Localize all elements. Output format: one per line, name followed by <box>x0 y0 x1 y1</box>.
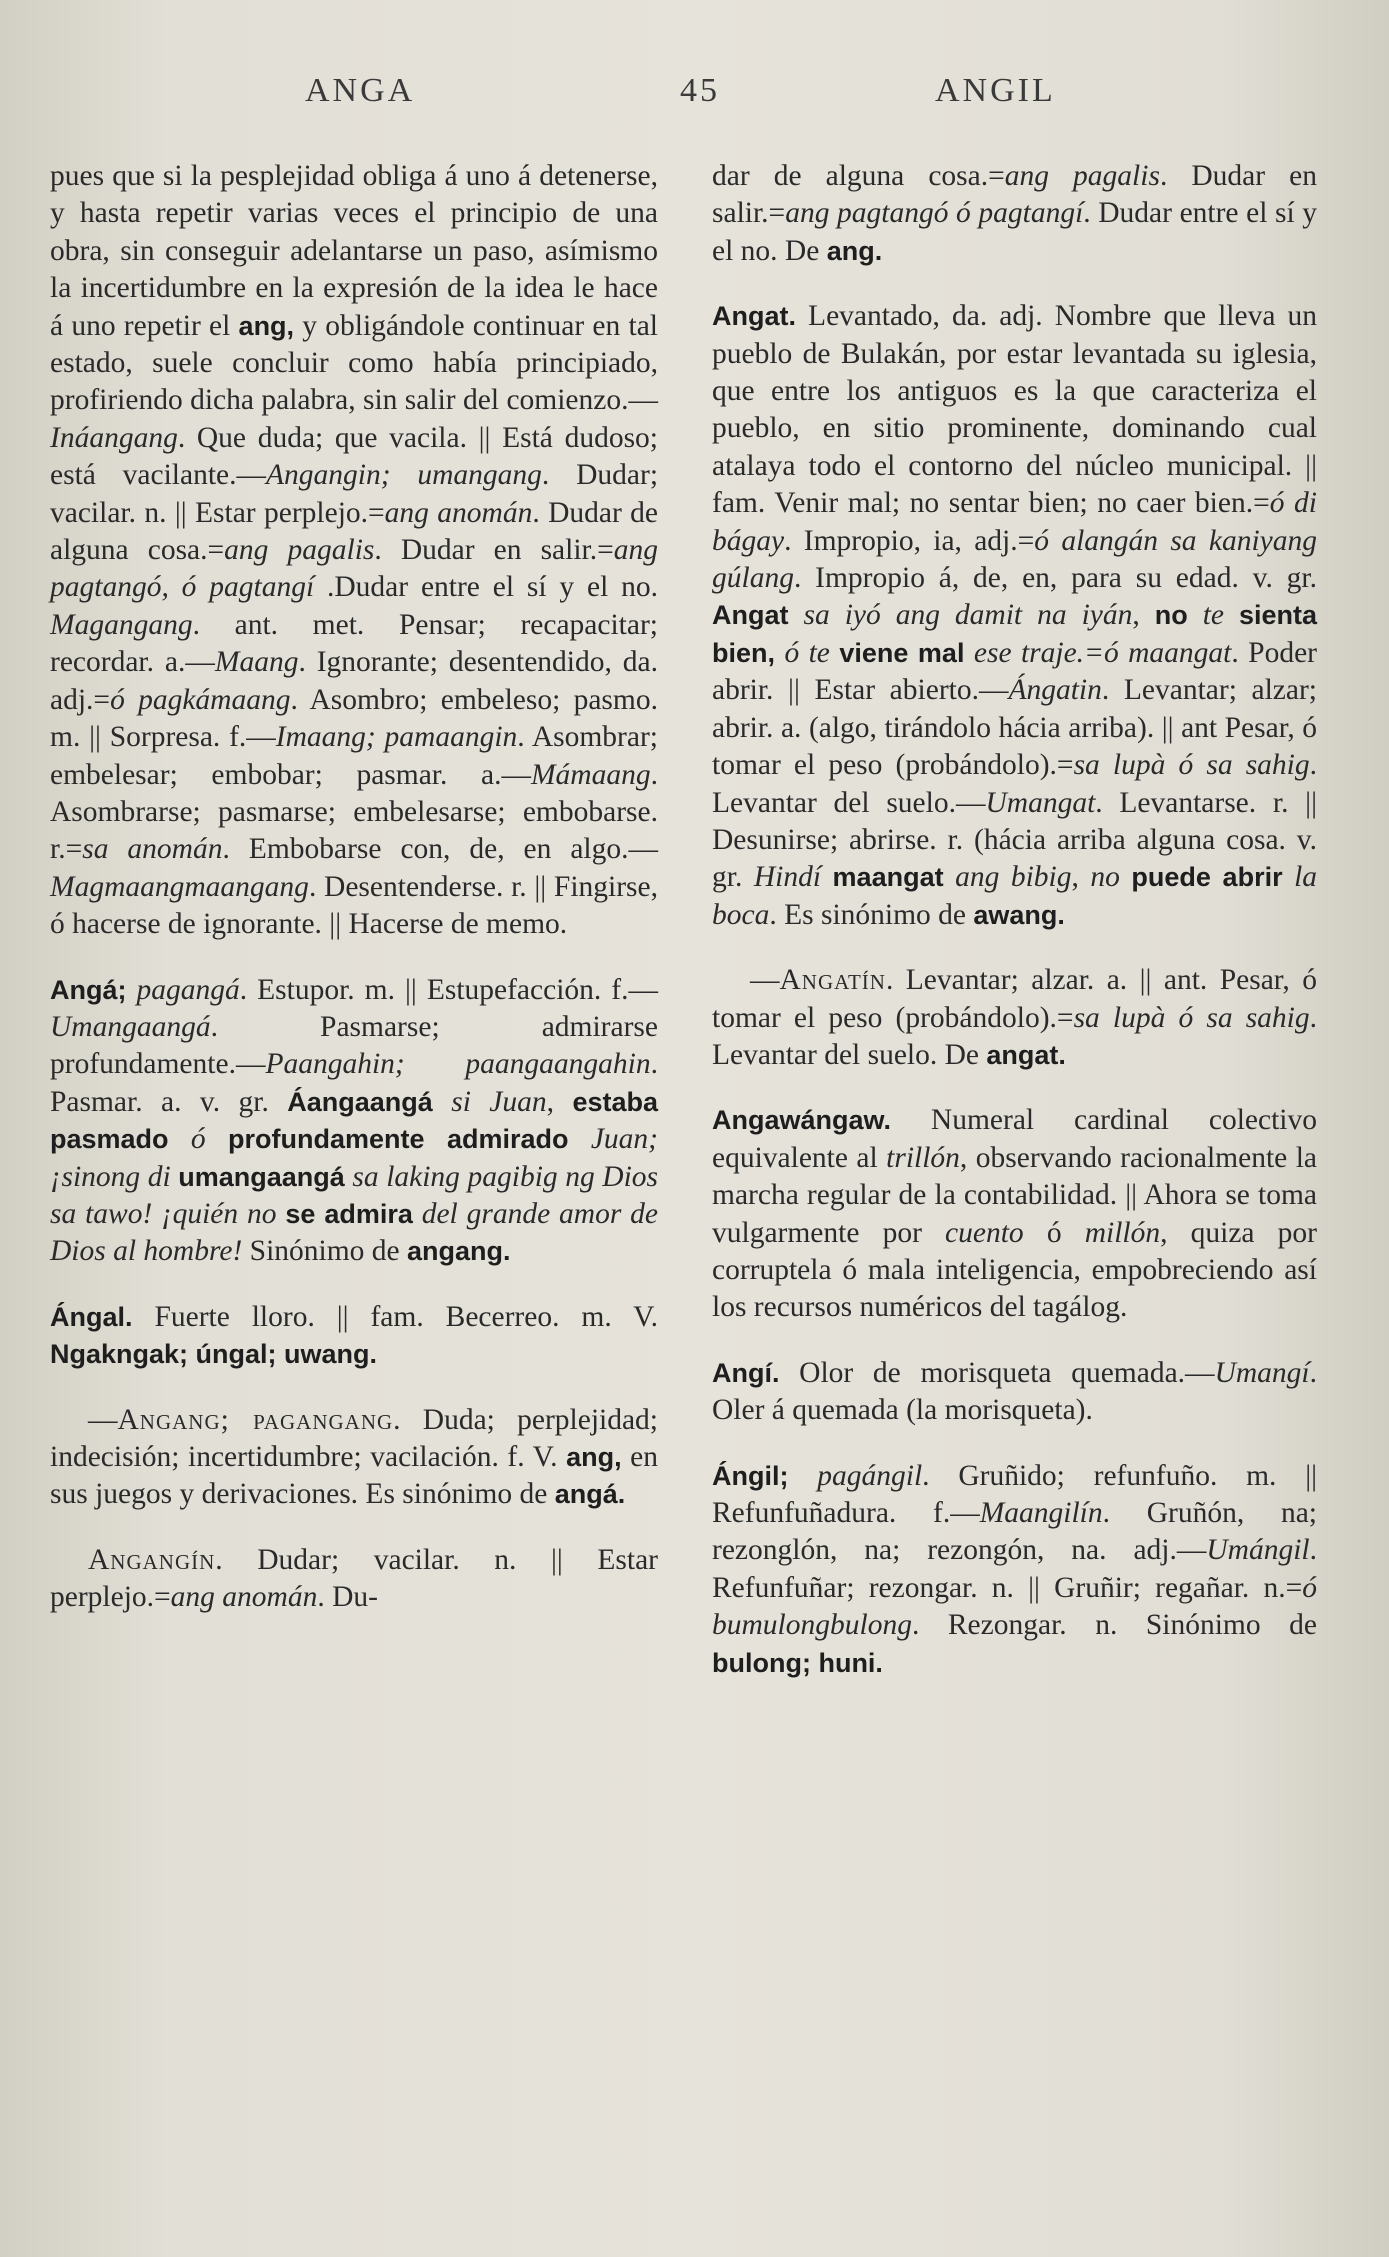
headword: Áangaangá <box>287 1086 433 1117</box>
entry-text: , <box>1132 599 1155 632</box>
entry-text <box>789 599 804 631</box>
italic-text: ó <box>190 1123 206 1156</box>
dictionary-entry <box>50 1299 658 1374</box>
entry-text: . Du- <box>317 1581 378 1614</box>
entry-text: . Embobarse con, de, en algo.— <box>222 833 658 866</box>
running-head-right: ANGIL <box>935 72 1056 109</box>
entry-text: . Ignorante; desentendido, da. adj.= <box>50 646 658 716</box>
entry-text <box>433 1086 451 1118</box>
entry-text <box>169 1123 191 1155</box>
entry-text: pues que si la pesplejidad obliga á uno á detenerse, y hasta repetir varias veces el principio de una obra, sin conseguir adelantarse un paso, asímismo la incertidumbre en la expresión de la idea le hace á uno repetir el <box>50 160 658 342</box>
italic-text: Ináangang <box>50 421 178 454</box>
entry-text: Numeral cardinal colectivo equivalente al <box>712 1104 1317 1174</box>
entry-text <box>944 861 956 893</box>
entry-text: . Dudar entre el sí y el no. De <box>712 197 1317 267</box>
entry-text <box>413 1198 422 1230</box>
entry-text: ó <box>1023 1216 1085 1249</box>
headword: ang, <box>238 310 295 341</box>
entry-text <box>788 1460 817 1492</box>
entry-text: . Poder abrir. || Estar abierto.— <box>712 636 1318 707</box>
italic-text: no <box>1090 861 1120 894</box>
italic-text: pagángil <box>817 1459 923 1492</box>
italic-text: Hindí <box>753 861 822 894</box>
headword: maangat <box>832 862 944 893</box>
headword: ang, <box>566 1442 622 1472</box>
headword: puede abrir <box>1131 862 1283 893</box>
entry-text: . Estupor. m. || Estupefacción. f.— <box>239 973 658 1006</box>
entry-text: .Dudar entre el sí y el no. <box>314 571 658 604</box>
entry-text: . Dudar; vacilar. n. || Estar perplejo.= <box>50 1543 658 1614</box>
entry-text: . Impropio, ia, adj.= <box>784 524 1035 557</box>
subentry-word: Angatín <box>779 964 886 997</box>
entry-text: . Dudar en salir.= <box>374 534 614 567</box>
italic-text: Paangahin; paangaangahin <box>265 1048 651 1081</box>
entry-text: Sinónimo de <box>242 1235 408 1268</box>
entry-text <box>821 861 833 893</box>
italic-text: millón <box>1084 1216 1161 1249</box>
italic-text: Maangilín <box>979 1497 1103 1529</box>
italic-text: sa lupà ó sa sahig <box>1073 749 1310 782</box>
headword: bulong; huni. <box>712 1647 883 1678</box>
italic-text: cuento <box>945 1216 1024 1249</box>
entry-text: . Dudar; vacilar. n. || Estar perplejo.= <box>50 459 659 529</box>
entry-text: . Asombrar; embelesar; embobar; pasmar. a.— <box>50 721 658 791</box>
entry-text: , <box>1071 861 1091 894</box>
italic-text: ang anomán <box>170 1581 318 1614</box>
entry-text: . Impropio á, de, en, para su edad. v. gr. <box>793 562 1317 595</box>
entry-text: . Levantar; alzar. a. || ant. Pesar, ó tomar el peso (probándolo).= <box>712 964 1317 1034</box>
entry-text: . Asombro; embeleso; pasmo. m. || Sorpresa. f.— <box>50 683 658 754</box>
entry-text: . Oler á quemada (la morisqueta). <box>712 1356 1317 1427</box>
entry-text: . Duda; perplejidad; indecisión; incertidumbre; vacilación. f. V. <box>50 1403 659 1473</box>
entry-text <box>127 974 137 1006</box>
italic-text: Umangat <box>985 786 1096 819</box>
headword: ang. <box>826 235 883 266</box>
italic-text: pagangá <box>136 973 240 1006</box>
headword: Ángil; <box>712 1460 789 1491</box>
headword: Angat. <box>712 301 796 332</box>
italic-text: Juan; ¡sinong di <box>50 1123 658 1193</box>
entry-text: . Pasmarse; admirarse profundamente.— <box>50 1010 658 1081</box>
entry-text <box>1120 861 1132 893</box>
entry-text: Levantado, da. adj. Nombre que lleva un pueblo de Bulakán, por estar levantada su iglesia, que entre los antiguos es la que caracteriza el pueblo, en sitio prominente, dominando cual atalaya todo el contorno del núcleo municipal. || fam. Venir mal; no sentar bien; no caer bien.= <box>712 300 1317 520</box>
entry-text <box>1224 599 1239 631</box>
italic-text: sa laking pagibig ng Dios sa tawo! ¡quién no <box>50 1160 659 1230</box>
headword: profundamente admirado <box>227 1124 569 1155</box>
dictionary-entry <box>50 1542 658 1617</box>
entry-text: . Desentenderse. r. || Fingirse, ó hacerse de ignorante. || Hacerse de memo. <box>50 870 658 941</box>
entry-text: . Levantarse. r. || Desunirse; abrirse. r. (hácia arriba alguna cosa. v. gr. <box>712 786 1317 894</box>
italic-text: ó bumulongbulong <box>712 1571 1317 1642</box>
entry-text <box>964 637 973 669</box>
entry-text: . Levantar del suelo.— <box>712 749 1317 819</box>
entry-text: . Dudar en salir.= <box>712 160 1317 230</box>
entry-text: y obligándole continuar en tal estado, suele concluir como había principiado, profiriendo dicha palabra, sin salir del comienzo.— <box>50 309 658 417</box>
dictionary-entry <box>50 972 658 1271</box>
entry-text: . Gruñido; refunfuño. m. || Refunfuñadura. f.— <box>712 1459 1318 1529</box>
headword: Angawángaw. <box>712 1105 892 1136</box>
headword: umangaangá <box>178 1161 345 1192</box>
entry-text: — <box>750 964 780 997</box>
italic-text: ang bibig <box>955 861 1072 894</box>
headword: angang. <box>407 1236 511 1267</box>
entry-text: , quiza por corruptela ó mala inteligencia, empobreciendo así los recursos numéricos del tagálog. <box>712 1216 1317 1324</box>
entry-text: , observando racionalmente la marcha regular de la contabilidad. || Ahora se toma vulgarmente por <box>712 1141 1317 1249</box>
entry-text <box>830 637 839 669</box>
entry-text <box>1188 599 1203 631</box>
italic-text: sa lupà ó sa sahig <box>1073 1001 1310 1034</box>
entry-text: Fuerte lloro. || fam. Becerreo. m. V. <box>132 1300 658 1333</box>
headword: angá. <box>554 1479 626 1510</box>
italic-text: te <box>1202 599 1225 632</box>
italic-text: ó alangán sa kaniyang gúlang <box>712 524 1317 595</box>
entry-text: Olor de morisqueta quemada.— <box>779 1356 1215 1389</box>
entry-text: en sus juegos y derivaciones. Es sinónimo de <box>50 1441 659 1511</box>
italic-text: trillón <box>886 1141 960 1174</box>
headword: Ángal. <box>50 1301 133 1332</box>
italic-text: Mámaang <box>530 758 651 791</box>
italic-text: si Juan <box>451 1085 547 1118</box>
italic-text: Magmaangmaangang <box>50 870 309 903</box>
entry-text: . Gruñón, na; rezonglón, na; rezongón, na. adj.— <box>712 1497 1317 1567</box>
entry-text <box>276 1198 285 1230</box>
entry-text: . Rezongar. n. Sinónimo de <box>911 1609 1317 1642</box>
headword: estaba pasmado <box>50 1086 659 1155</box>
headword: se admira <box>285 1198 413 1229</box>
entry-text: . Pasmar. a. v. gr. <box>50 1048 658 1118</box>
italic-text: ang pagalis <box>224 534 375 567</box>
italic-text: Umángil <box>1206 1534 1310 1567</box>
italic-text: Magangang <box>50 608 193 641</box>
italic-text: ang anomán <box>384 496 533 529</box>
left-column <box>50 158 658 1645</box>
headword: angat. <box>986 1039 1066 1070</box>
entry-text: . Refunfuñar; rezongar. n. || Gruñir; regañar. n.= <box>712 1534 1317 1604</box>
headword: Angí. <box>712 1357 780 1388</box>
subentry-word: Angangín <box>88 1543 216 1576</box>
entry-text: dar de alguna cosa.= <box>712 160 1005 192</box>
headword: Angat <box>712 600 789 631</box>
italic-text: la boca <box>712 861 1318 931</box>
italic-text: del grande amor de Dios al hombre! <box>50 1197 658 1268</box>
italic-text: ó te <box>784 636 830 669</box>
entry-text: . Que duda; que vacila. || Está dudoso; está vacilante.— <box>50 421 658 492</box>
headword: awang. <box>973 899 1065 930</box>
headword: viene mal <box>839 637 965 668</box>
entry-text: . Dudar de alguna cosa.= <box>50 496 658 567</box>
headword: Angá; <box>50 974 127 1005</box>
dictionary-entry <box>50 1402 658 1514</box>
italic-text: ang pagtangó, ó pagtangí <box>50 534 659 604</box>
entry-text <box>1283 861 1295 893</box>
entry-text: — <box>88 1403 118 1436</box>
italic-text: ang pagalis <box>1004 160 1160 192</box>
entry-text: . Asombrarse; pasmarse; embelesarse; embobarse. r.= <box>50 758 658 866</box>
dictionary-entry <box>712 158 1317 270</box>
italic-text: Umangaangá <box>50 1010 211 1043</box>
subentry-word: Angang; pagangang <box>117 1403 394 1436</box>
italic-text: ó di bágay <box>712 487 1317 557</box>
italic-text: Maang <box>214 646 299 679</box>
entry-text <box>206 1123 228 1155</box>
entry-text: . Levantar; alzar; abrir. a. (algo, tirándolo hácia arriba). || ant Pesar, ó tomar el peso (probándolo).= <box>712 674 1317 782</box>
page-number: 45 <box>680 72 720 109</box>
italic-text: Ángatin <box>1008 674 1102 707</box>
running-head-left: ANGA <box>305 72 416 109</box>
italic-text: ese traje.=ó maangat <box>973 636 1232 669</box>
italic-text: Angangin; umangang <box>266 459 542 492</box>
headword: no <box>1154 600 1188 631</box>
entry-text <box>568 1123 590 1155</box>
dictionary-entry <box>712 1102 1317 1326</box>
dictionary-entry <box>50 158 658 944</box>
entry-text: . Es sinónimo de <box>769 898 974 931</box>
italic-text: Imaang; pamaangin <box>275 721 518 754</box>
italic-text: ó pagkámaang <box>110 683 291 716</box>
italic-text: Umangí <box>1214 1356 1310 1389</box>
entry-text: , <box>546 1085 573 1118</box>
italic-text: sa anomán <box>82 833 223 866</box>
dictionary-entry <box>712 1355 1317 1430</box>
entry-text: . ant. met. Pensar; recapacitar; recordar. a.— <box>50 608 658 679</box>
headword: sienta bien, <box>712 600 1318 668</box>
right-column <box>712 158 1317 1710</box>
headword: Ngakngak; úngal; uwang. <box>50 1339 378 1370</box>
dictionary-entry <box>712 962 1317 1074</box>
dictionary-entry <box>712 298 1317 934</box>
entry-text: . Levantar del suelo. De <box>712 1001 1317 1071</box>
italic-text: ang pagtangó ó pagtangí <box>785 197 1084 230</box>
dictionary-entry <box>712 1458 1317 1682</box>
italic-text: sa iyó ang damit na iyán <box>803 599 1133 632</box>
